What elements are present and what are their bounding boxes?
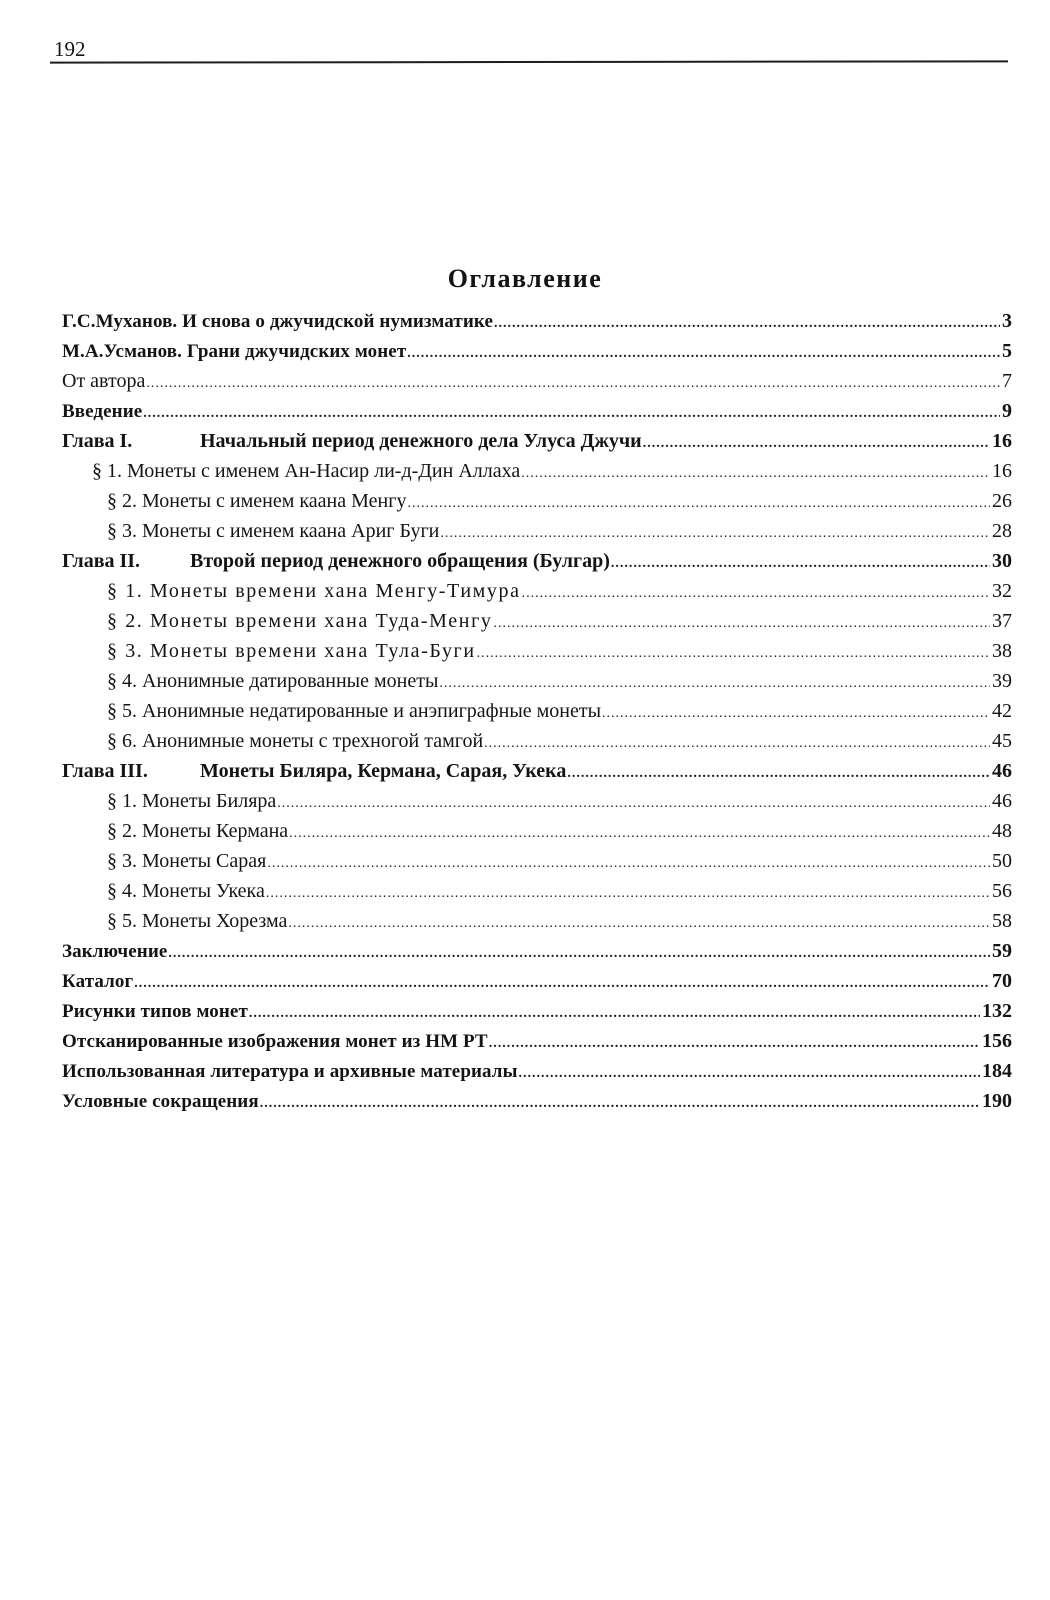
toc-entry-page: 48 [992,820,1012,842]
toc-entry-page: 39 [992,670,1012,692]
toc-entry-preface-usmanov[interactable] [62,336,1012,366]
dot-leader [266,879,990,909]
dot-leader [146,369,1000,399]
toc-entry-section-2-5[interactable] [62,696,1012,726]
toc-entry-label: Монеты Биляра, Кермана, Сарая, Укека [200,760,567,782]
toc-entry-chapter-2[interactable] [62,546,1012,576]
toc-entry-page: 26 [992,490,1012,512]
toc-entry-label: Рисунки типов монет [62,1001,248,1022]
dot-leader [288,909,990,939]
toc-entry-label: Отсканированные изображения монет из НМ РТ [62,1031,488,1052]
dot-leader [643,429,990,459]
dot-leader [494,309,1000,339]
toc-entry-conclusion[interactable] [62,936,1012,966]
toc-entry-catalog[interactable] [62,966,1012,996]
dot-leader [522,579,990,609]
dot-leader [277,789,990,819]
toc-entry-page: 30 [992,550,1012,572]
toc-entry-page: 50 [992,850,1012,872]
toc-entry-section-2-2[interactable] [62,606,1012,636]
toc-entry-page: 46 [992,790,1012,812]
toc-entry-page: 37 [992,610,1012,632]
chapter-number: Глава II. [62,550,141,572]
toc-entry-label: § 1. Монеты Биляра [107,790,277,812]
toc-entry-section-3-5[interactable] [62,906,1012,936]
toc-entry-label: Каталог [62,971,134,992]
toc-entry-page: 16 [992,430,1012,452]
toc-entry-section-2-4[interactable] [62,666,1012,696]
toc-entry-section-3-3[interactable] [62,846,1012,876]
page-number: 192 [54,37,86,61]
toc-entry-page: 46 [992,760,1012,782]
toc-entry-page: 56 [992,880,1012,902]
toc-entry-page: 7 [1002,370,1012,392]
toc-entry-page: 16 [992,460,1012,482]
dot-leader [493,609,990,639]
toc-entry-page: 5 [1002,340,1012,362]
toc-entry-label: § 2. Монеты Кермана [107,820,289,842]
toc-entry-page: 59 [992,940,1012,962]
dot-leader [267,849,990,879]
toc-entry-page: 45 [992,730,1012,752]
toc-entry-section-2-6[interactable] [62,726,1012,756]
toc-entry-label: М.А.Усманов. Грани джучидских монет [62,341,407,362]
toc-entry-coin-type-drawings[interactable] [62,996,1012,1026]
toc-entry-label: Условные сокращения [62,1091,259,1112]
page-header [48,36,1008,62]
dot-leader [489,1029,980,1059]
dot-leader [260,1089,980,1119]
toc-entry-page: 184 [982,1060,1012,1082]
dot-leader [134,969,990,999]
toc-entry-label: § 2. Монеты времени хана Туда-Менгу [107,610,493,632]
toc-entry-label: § 1. Монеты времени хана Менгу-Тимура [107,580,521,602]
toc-entry-label: Использованная литература и архивные материалы [62,1061,518,1082]
toc-entry-label: Второй период денежного обращения (Булгар) [190,550,610,572]
toc-entry-page: 58 [992,910,1012,932]
dot-leader [477,639,990,669]
toc-entry-section-3-4[interactable] [62,876,1012,906]
toc-entry-section-1-2[interactable] [62,486,1012,516]
toc-entry-label: § 6. Анонимные монеты с трехногой тамгой [107,730,484,752]
dot-leader [567,759,990,789]
chapter-number: Глава III. [62,760,148,782]
toc-entry-label: Г.С.Муханов. И снова о джучидской нумизматике [62,311,493,332]
toc-entry-label: § 2. Монеты с именем каана Менгу [107,490,407,512]
toc-entry-page: 3 [1002,310,1012,332]
toc-entry-label: § 3. Монеты времени хана Тула-Буги [107,640,476,662]
toc-entry-section-1-3[interactable] [62,516,1012,546]
toc-entry-page: 70 [992,970,1012,992]
toc-entry-author-note[interactable] [62,366,1012,396]
toc-entry-section-3-2[interactable] [62,816,1012,846]
toc-entry-chapter-3[interactable] [62,756,1012,786]
toc-entry-label: § 1. Монеты с именем Ан-Насир ли-д-Дин Аллаха [92,460,521,482]
toc-entry-scanned-images[interactable] [62,1026,1012,1056]
toc-entry-section-1-1[interactable] [62,456,1012,486]
toc-entry-bibliography[interactable] [62,1056,1012,1086]
toc-entry-label: § 4. Монеты Укека [107,880,265,902]
dot-leader [407,339,1000,369]
toc-entry-page: 28 [992,520,1012,542]
toc-entry-label: Начальный период денежного дела Улуса Джучи [200,430,642,452]
toc-entry-label: § 3. Монеты с именем каана Ариг Буги [107,520,440,542]
dot-leader [168,939,990,969]
dot-leader [484,729,990,759]
toc-entry-section-2-1[interactable] [62,576,1012,606]
toc-entry-label: От автора [62,370,146,392]
toc-entry-label: § 5. Анонимные недатированные и анэпиграфные монеты [107,700,602,722]
toc-entry-chapter-1[interactable] [62,426,1012,456]
toc-entry-page: 38 [992,640,1012,662]
toc-entry-abbreviations[interactable] [62,1086,1012,1116]
toc-entry-page: 42 [992,700,1012,722]
dot-leader [521,459,990,489]
toc-entry-introduction[interactable] [62,396,1012,426]
toc-entry-label: § 3. Монеты Сарая [107,850,267,872]
dot-leader [519,1059,981,1089]
toc-entry-page: 32 [992,580,1012,602]
dot-leader [440,519,990,549]
dot-leader [407,489,990,519]
toc-entry-label: Заключение [62,941,168,962]
toc-entry-page: 132 [982,1000,1012,1022]
dot-leader [439,669,990,699]
toc-entry-label: Введение [62,401,143,422]
toc-entry-page: 190 [982,1090,1012,1112]
table-of-contents [62,306,1012,1116]
toc-entry-label: § 5. Монеты Хорезма [107,910,288,932]
toc-entry-label: § 4. Анонимные датированные монеты [107,670,439,692]
dot-leader [289,819,990,849]
dot-leader [602,699,990,729]
toc-entry-section-2-3[interactable] [62,636,1012,666]
toc-entry-page: 9 [1002,400,1012,422]
dot-leader [611,549,990,579]
chapter-number: Глава I. [62,430,133,452]
dot-leader [143,399,1000,429]
toc-entry-page: 156 [982,1030,1012,1052]
toc-entry-section-3-1[interactable] [62,786,1012,816]
toc-title: Оглавление [447,264,603,293]
toc-entry-preface-mukhanov[interactable] [62,306,1012,336]
dot-leader [249,999,980,1029]
header-rule [50,60,1008,63]
